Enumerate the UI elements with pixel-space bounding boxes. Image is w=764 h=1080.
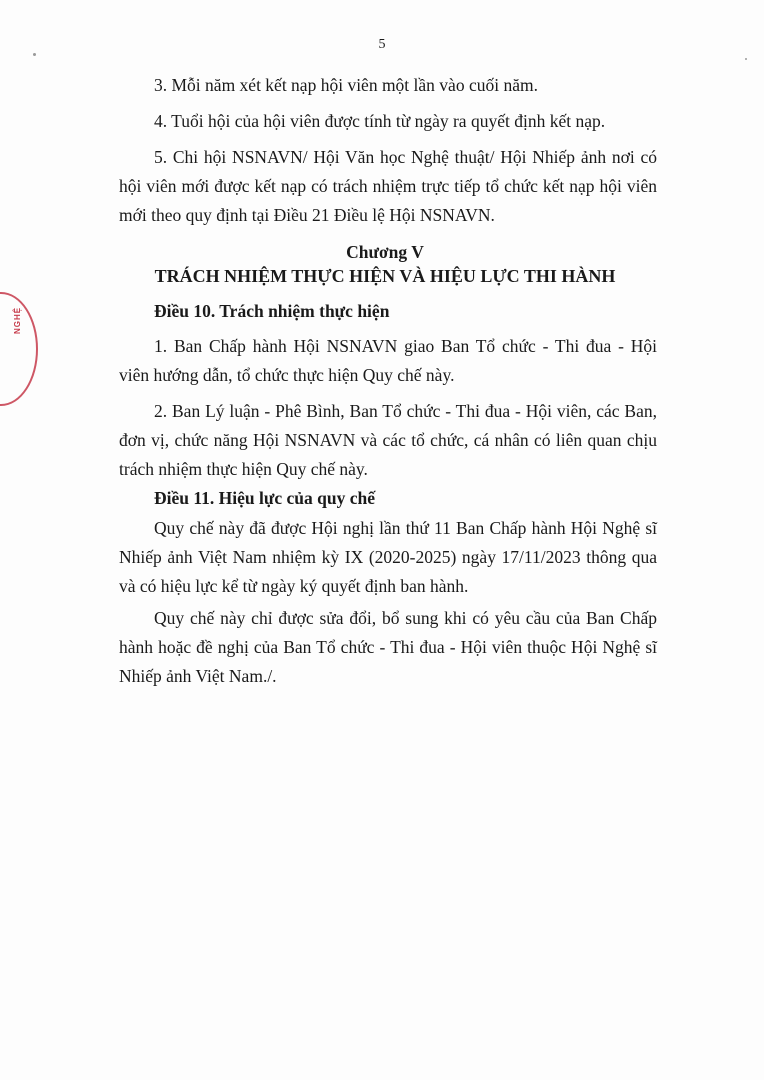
article-10-item-2: 2. Ban Lý luận - Phê Bình, Ban Tổ chức - Thi đua - Hội viên, các Ban, đơn vị, chức năng Hội NSNAVN và các tổ chức, cá nhân có liên quan chịu trách nhiệm thực hiện Quy chế này. (119, 401, 657, 479)
article-10-item-1: 1. Ban Chấp hành Hội NSNAVN giao Ban Tổ chức - Thi đua - Hội viên hướng dẫn, tổ chức thực hiện Quy chế này. (119, 336, 657, 385)
stamp-text: NGHỆ (13, 306, 22, 334)
paragraph-item-3: 3. Mỗi năm xét kết nạp hội viên một lần vào cuối năm. (154, 75, 538, 95)
page-number: 5 (378, 37, 386, 52)
chapter-number: Chương V (346, 242, 424, 262)
article-10-title: Điều 10. Trách nhiệm thực hiện (154, 301, 390, 321)
chapter-title: TRÁCH NHIỆM THỰC HIỆN VÀ HIỆU LỰC THI HÀNH (154, 266, 616, 286)
scan-speck (745, 58, 747, 60)
article-11-title: Điều 11. Hiệu lực của quy chế (154, 488, 375, 508)
paragraph-item-5: 5. Chi hội NSNAVN/ Hội Văn học Nghệ thuật/ Hội Nhiếp ảnh nơi có hội viên mới được kết nạp có trách nhiệm trực tiếp tổ chức kết nạp hội viên mới theo quy định tại Điều 21 Điều lệ Hội NSNAVN. (119, 147, 657, 225)
scan-speck (33, 53, 36, 56)
paragraph-item-4: 4. Tuổi hội của hội viên được tính từ ngày ra quyết định kết nạp. (154, 111, 606, 131)
article-11-paragraph-1: Quy chế này đã được Hội nghị lần thứ 11 Ban Chấp hành Hội Nghệ sĩ Nhiếp ảnh Việt Nam nhiệm kỳ IX (2020-2025) ngày 17/11/2023 thông qua và có hiệu lực kể từ ngày ký quyết định ban hành. (119, 518, 657, 596)
article-11-paragraph-2: Quy chế này chỉ được sửa đổi, bổ sung khi có yêu cầu của Ban Chấp hành hoặc đề nghị của Ban Tổ chức - Thi đua - Hội viên thuộc Hội Nghệ sĩ Nhiếp ảnh Việt Nam./. (119, 608, 657, 686)
